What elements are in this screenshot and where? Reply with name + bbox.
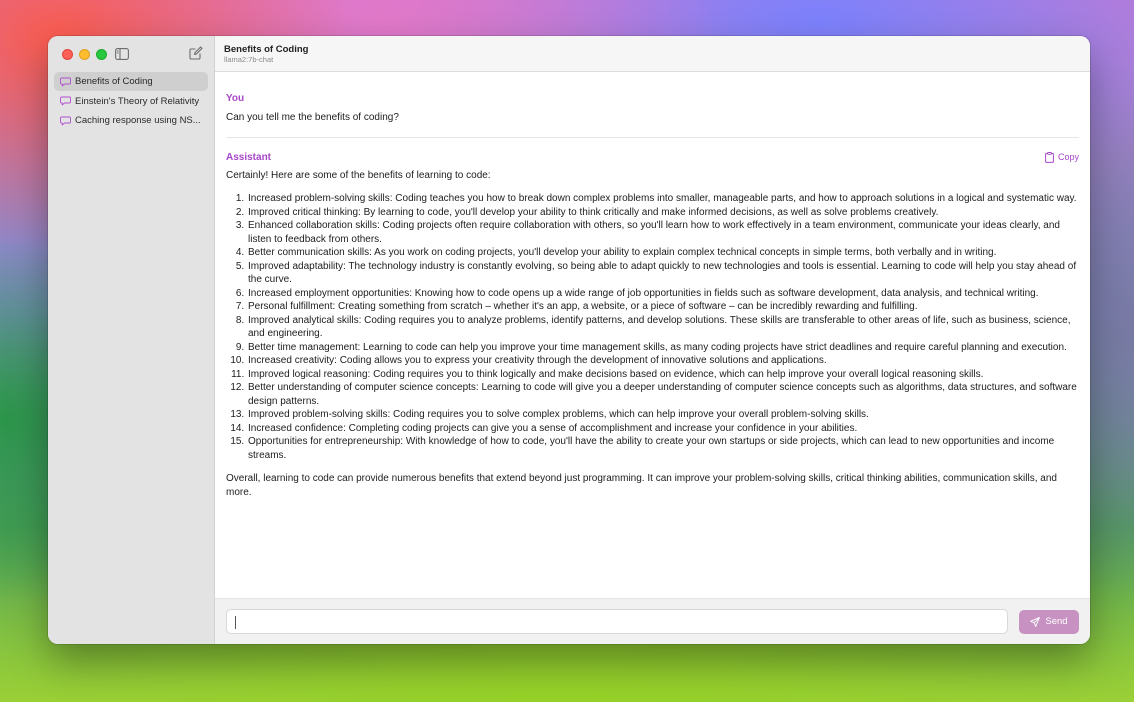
list-item: 14. Increased confidence: Completing coding projects can give you a sense of accomplishment and increase your confidence in your abilities.	[247, 422, 1079, 436]
list-item: 1. Increased problem-solving skills: Coding teaches you how to break down complex problems into smaller, manageable parts, and how to approach solutions in a logical and systematic way.	[247, 192, 1079, 206]
list-item: 6. Increased employment opportunities: Knowing how to code opens up a wide range of job opportunities in fields such as software development, data analysis, and technical writing.	[247, 287, 1079, 301]
app-window	[48, 36, 1090, 644]
user-message	[226, 72, 1079, 138]
chat-bubble-icon	[60, 96, 71, 106]
text-caret	[235, 616, 236, 629]
list-item: 4. Better communication skills: As you work on coding projects, you'll develop your ability to explain complex technical concepts in simple terms, both verbally and in writing.	[247, 246, 1079, 260]
send-label: Send	[1045, 616, 1068, 627]
maximize-window-button[interactable]	[96, 49, 107, 60]
copy-icon	[1045, 152, 1054, 163]
list-item: 3. Enhanced collaboration skills: Coding projects often require collaboration with others, so you'll learn how to work effectively in a team environment, communicate your ideas clearly, and listen to feedback from others.	[247, 219, 1079, 246]
assistant-message	[226, 138, 1079, 500]
chat-title: Benefits of Coding	[224, 44, 309, 55]
chat-bubble-icon	[60, 116, 71, 126]
conversation[interactable]	[215, 72, 1090, 598]
chat-item-benefits-of-coding[interactable]	[54, 72, 208, 91]
sidebar	[48, 36, 215, 644]
list-item: 8. Improved analytical skills: Coding requires you to analyze problems, identify patterns, and develop solutions. These skills are transferable to other areas of life, such as business, science, and engineering.	[247, 314, 1079, 341]
list-item: 10. Increased creativity: Coding allows you to express your creativity through the development of innovative solutions and applications.	[247, 354, 1079, 368]
list-item: 7. Personal fulfillment: Creating something from scratch – whether it's an app, a website, or a piece of software – can be incredibly rewarding and fulfilling.	[247, 300, 1079, 314]
model-name: llama2:7b-chat	[224, 55, 274, 64]
assistant-outro: Overall, learning to code can provide numerous benefits that extend beyond just programming. It can improve your problem-solving skills, critical thinking abilities, communication skills, and more.	[226, 473, 1057, 498]
list-item: 2. Improved critical thinking: By learning to code, you'll develop your ability to think critically and make informed decisions, as well as solve problems creatively.	[247, 206, 1079, 220]
chat-main	[215, 36, 1090, 644]
window-controls	[62, 49, 107, 60]
list-item: 12. Better understanding of computer science concepts: Learning to code will give you a deeper understanding of computer science concepts such as algorithms, data structures, and software design patterns.	[247, 381, 1079, 408]
copy-button[interactable]	[1045, 152, 1079, 163]
paper-plane-icon	[1030, 617, 1040, 627]
list-item: 13. Improved problem-solving skills: Coding requires you to solve complex problems, which can help improve your overall problem-solving skills.	[247, 408, 1079, 422]
close-window-button[interactable]	[62, 49, 73, 60]
list-item: 15. Opportunities for entrepreneurship: With knowledge of how to code, you'll have the ability to create your own startups or side projects, which can lead to new opportunities and income streams.	[247, 435, 1079, 462]
chat-item-einsteins-theory[interactable]	[54, 92, 208, 111]
list-item: 9. Better time management: Learning to code can help you improve your time management skills, as many coding projects have strict deadlines and require careful planning and execution.	[247, 341, 1079, 355]
list-item: 11. Improved logical reasoning: Coding requires you to think logically and make decisions based on evidence, which can help improve your overall logical reasoning skills.	[247, 368, 1079, 382]
chat-item-label: Benefits of Coding	[75, 76, 153, 87]
user-role-label: You	[226, 93, 245, 104]
assistant-role-label: Assistant	[226, 151, 272, 163]
user-message-text: Can you tell me the benefits of coding?	[226, 112, 399, 123]
chat-header	[215, 36, 1090, 72]
list-item: 5. Improved adaptability: The technology industry is constantly evolving, so being able to adapt quickly to new technologies and tools is essential. Learning to code will help you stay ahead of the curve.	[247, 260, 1079, 287]
compose-icon[interactable]	[189, 46, 203, 60]
minimize-window-button[interactable]	[79, 49, 90, 60]
sidebar-toggle-icon[interactable]	[115, 47, 129, 59]
chat-bubble-icon	[60, 77, 71, 87]
chat-item-label: Caching response using NS...	[75, 115, 201, 126]
chat-list	[54, 72, 208, 131]
message-input[interactable]	[226, 609, 1008, 634]
message-composer	[215, 598, 1090, 644]
chat-item-label: Einstein's Theory of Relativity	[75, 95, 200, 107]
benefits-list	[226, 192, 1079, 462]
send-button[interactable]	[1019, 610, 1079, 634]
chat-item-caching-response[interactable]	[54, 111, 208, 130]
copy-label: Copy	[1057, 152, 1079, 162]
assistant-intro: Certainly! Here are some of the benefits of learning to code:	[226, 169, 491, 181]
